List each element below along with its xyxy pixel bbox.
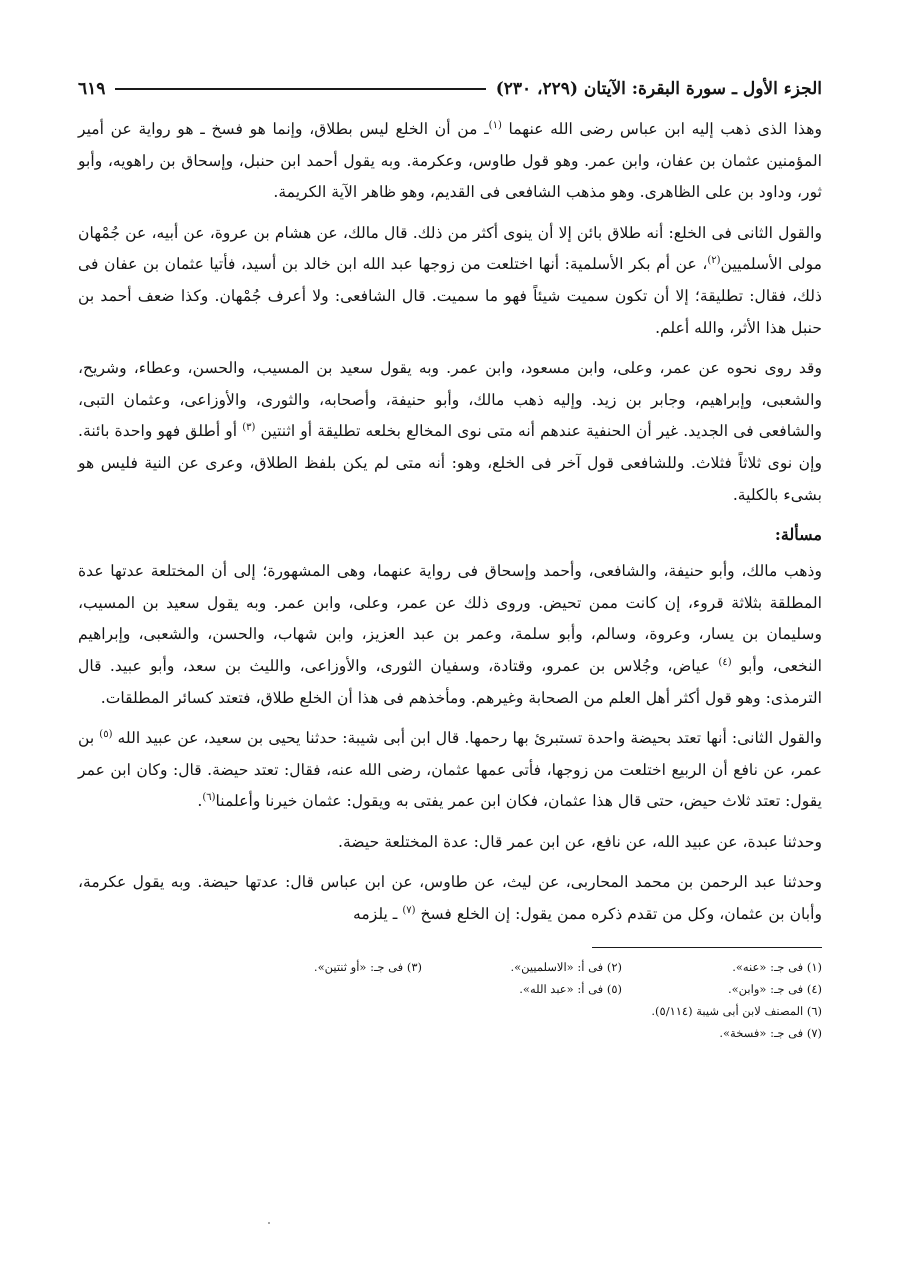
- section-heading: مسألة:: [774, 525, 822, 545]
- footnote: (١) فى جـ: «عنه».: [732, 959, 822, 974]
- paragraph-text: ـ يلزمه: [353, 905, 403, 924]
- paragraph: [78, 867, 822, 930]
- footnotes: [78, 956, 822, 1044]
- paragraph: [78, 827, 822, 859]
- paragraph-text: وهذا الذى ذهب إليه ابن عباس رضى الله عنهما: [501, 120, 822, 138]
- paragraph-text: وحدثنا عبد الرحمن بن محمد المحاربى، عن ليث، عن طاوس، عن ابن عباس قال: عدتها حيضة. وبه يقول عكرمة، وأبان بن عثمان، وكل من تقدم ذكره ممن يقول: إن الخلع فسخ: [78, 873, 822, 924]
- paragraph-text: وذهب مالك، وأبو حنيفة، والشافعى، وأحمد وإسحاق فى رواية عنهما، وهى المشهورة؛ إلى أن المختلعة عدتها عدة المطلقة بثلاثة قروء، إن كانت ممن تحيض. وروى ذلك عن عمر، وعلى، وابن عمر. وبه يقول سعيد بن المسيب، وسليمان بن يسار، وعروة، وسالم، وأبو سلمة، وعمر بن عبد العزيز، وابن شهاب، والحسن، والشعبى، وإبراهيم النخعى، وأبو: [78, 562, 822, 675]
- page-body: [78, 114, 822, 931]
- paragraph: [78, 556, 822, 714]
- paragraph-text: وقد روى نحوه عن عمر، وعلى، وابن مسعود، وابن عمر. وبه يقول سعيد بن المسيب، والحسن، وعطاء، وشريح، والشعبى، وإبراهيم، وجابر بن زيد. وإليه ذهب مالك، وأبو حنيفة، وأصحابه، والثورى، والأوزاعى، وعثمان التبى، والشافعى فى الجديد. غير أن الحنفية عندهم أنه متى نوى المخالع بخلعه تطليقة أو اثنتين: [78, 359, 822, 441]
- paragraph: [78, 723, 822, 818]
- footnote-ref: (٧): [402, 904, 416, 916]
- header-rule: [115, 88, 485, 90]
- footnote: (٧) فى جـ: «فسخة».: [719, 1025, 822, 1040]
- paragraph: [78, 353, 822, 511]
- paragraph-text: وحدثنا عبدة، عن عبيد الله، عن نافع، عن ابن عمر قال: عدة المختلعة حيضة.: [338, 832, 822, 851]
- footnote: (٦) المصنف لابن أبى شيبة (٥/١١٤).: [651, 1003, 822, 1018]
- footnote: (٥) فى أ: «عبد الله».: [519, 981, 622, 996]
- page-header: [78, 72, 822, 106]
- paragraph-text: ـ من أن الخلع ليس بطلاق، وإنما هو فسخ ـ هو رواية عن أمير المؤمنين عثمان بن عفان، وابن عمر. وهو قول طاوس، وعكرمة. وبه يقول أحمد ابن حنبل، وإسحاق بن راهويه، وأبو ثور، وداود بن على الظاهرى. وهو مذهب الشافعى فى القديم، وهو ظاهر الآية الكريمة.: [78, 120, 822, 202]
- footnote: (٢) فى أ: «الاسلميين».: [510, 959, 622, 974]
- footnote-row: [78, 1022, 822, 1044]
- footnote-ref: (٢): [707, 255, 721, 267]
- footnote-ref: (٣): [242, 422, 256, 434]
- paragraph-text: ، عن أم بكر الأسلمية: أنها اختلعت من زوجها عبد الله ابن خالد بن أسيد، فأتيا عثمان بن عفان فى ذلك، فقال: تطليقة؛ إلا أن تكون سميت شيئاً فهو ما سميت. قال الشافعى: ولا أعرف جُمْهان. وكذا ضعف أحمد بن حنبل هذا الأثر، والله أعلم.: [78, 255, 822, 337]
- paragraph-text: بن عمر، عن نافع أن الربيع اختلعت من زوجها، فأتى عمها عثمان، رضى الله عنه، فقال: تعتد حيضة. قال: وكان ابن عمر يقول: تعتد ثلاث حيض، حتى قال هذا عثمان، فكان ابن عمر يفتى به ويقول: عثمان خيرنا وأعلمنا: [78, 729, 822, 811]
- paragraph: [78, 114, 822, 209]
- scan-speck: [268, 1222, 270, 1224]
- running-title: الجزء الأول ـ سورة البقرة: الآيتان (٢٢٩، ٢٣٠): [495, 79, 822, 99]
- footnote-ref: (٦): [202, 792, 216, 804]
- footnote-row: [78, 1000, 822, 1022]
- footnote-ref: (٤): [718, 656, 732, 668]
- footnote-row: [78, 978, 822, 1000]
- paragraph-text: والقول الثانى فى الخلع: أنه طلاق بائن إلا أن ينوى أكثر من ذلك. قال مالك، عن هشام بن عروة، عن أبيه، عن جُمْهان مولى الأسلميين: [78, 223, 822, 274]
- paragraph: [78, 218, 822, 344]
- paragraph-text: .: [197, 792, 203, 811]
- paragraph-text: عياض، وجُلاس بن عمرو، وقتادة، وسفيان الثورى، والأوزاعى، والليث بن سعد، وأبو عبيد. قال الترمذى: وهو قول أكثر أهل العلم من الصحابة وغيرهم. ومأخذهم فى هذا أن الخلع طلاق، فتعتد كسائر المطلقات.: [78, 656, 822, 707]
- paragraph-text: أو أطلق فهو واحدة بائنة. وإن نوى ثلاثاً فثلاث. وللشافعى قول آخر فى الخلع، وهو: أنه متى لم يكن بلفظ الطلاق، وعرى عن النية فليس هو بشىء بالكلية.: [78, 422, 822, 504]
- footnote-row: [78, 956, 822, 978]
- paragraph-text: والقول الثانى: أنها تعتد بحيضة واحدة تستبرئ بها رحمها. قال ابن أبى شيبة: حدثنا يحيى بن سعيد، عن عبيد الله: [112, 729, 822, 748]
- page-number: ٦١٩: [78, 79, 106, 99]
- footnote-ref: (١): [488, 119, 502, 131]
- footnote-separator: [592, 947, 822, 948]
- footnote-ref: (٥): [99, 728, 113, 740]
- footnote: (٤) فى جـ: «وابن».: [727, 981, 822, 996]
- book-page: [78, 72, 822, 1202]
- footnote: (٣) فى جـ: «أو ثنتين».: [313, 959, 422, 974]
